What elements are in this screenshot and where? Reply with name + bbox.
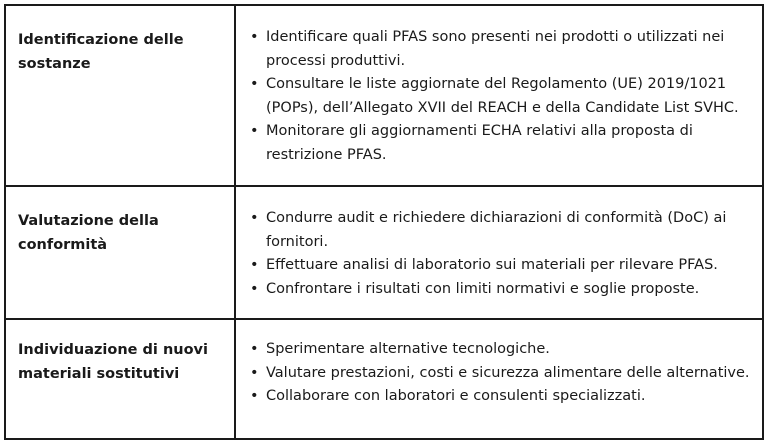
bullet-list: [248, 26, 752, 167]
list-item: • Consultare le liste aggiornate del Regolamento (UE) 2019/1021 (POPs), dell’Allegato XVII del REACH e della Candidate List SVHC.: [248, 73, 752, 120]
row-content: [235, 186, 763, 319]
row-label: Identificazione delle sostanze: [5, 5, 235, 186]
list-item: • Collaborare con laboratori e consulenti specializzati.: [248, 385, 752, 409]
row-content: [235, 5, 763, 186]
list-item: • Confrontare i risultati con limiti normativi e soglie proposte.: [248, 278, 752, 302]
bullet-list: [248, 207, 752, 301]
list-item: • Effettuare analisi di laboratorio sui materiali per rilevare PFAS.: [248, 254, 752, 278]
list-item: • Monitorare gli aggiornamenti ECHA relativi alla proposta di restrizione PFAS.: [248, 120, 752, 167]
list-item: • Identificare quali PFAS sono presenti nei prodotti o utilizzati nei processi produttivi.: [248, 26, 752, 73]
list-item: • Valutare prestazioni, costi e sicurezza alimentare delle alternative.: [248, 362, 752, 386]
list-item: • Sperimentare alternative tecnologiche.: [248, 338, 752, 362]
row-label: Individuazione di nuovi materiali sostitutivi: [5, 319, 235, 439]
row-label: Valutazione della conformità: [5, 186, 235, 319]
table-row: [5, 319, 763, 439]
pfas-steps-table: [4, 4, 764, 440]
table-row: [5, 186, 763, 319]
bullet-list: [248, 338, 752, 409]
table-row: [5, 5, 763, 186]
list-item: • Condurre audit e richiedere dichiarazioni di conformità (DoC) ai fornitori.: [248, 207, 752, 254]
row-content: [235, 319, 763, 439]
